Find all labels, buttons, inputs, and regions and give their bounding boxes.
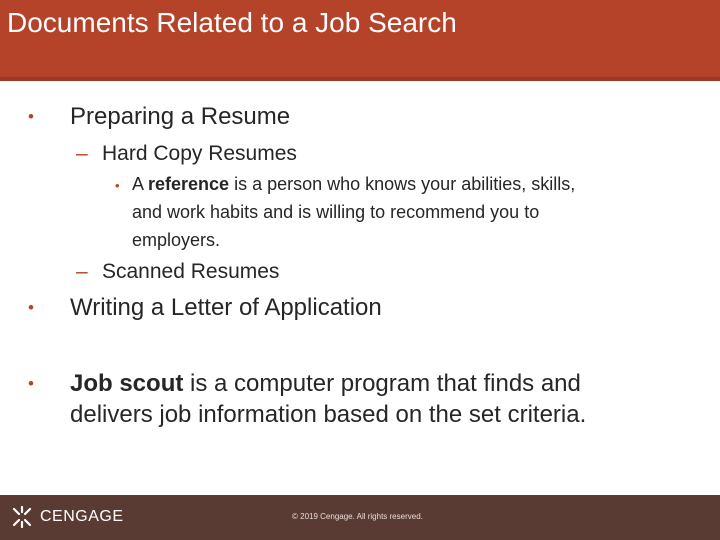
job-scout-line-2: delivers job information based on the set criteria.: [70, 401, 587, 428]
job-scout-line-1: Job scout is a computer program that finds and: [70, 370, 581, 397]
bullet-marker: •: [28, 298, 34, 317]
definition-line-1: A reference is a person who knows your abilities, skills,: [132, 174, 576, 194]
subbullet-text: Scanned Resumes: [102, 260, 280, 283]
definition-line-3: employers.: [132, 230, 221, 250]
definition-line-2: and work habits and is willing to recommend you to: [132, 202, 540, 222]
copyright-notice: © 2019 Cengage. All rights reserved.: [292, 512, 423, 521]
footer-bar: [0, 495, 720, 540]
slide-title: Documents Related to a Job Search: [7, 7, 457, 38]
logo-text: CENGAGE: [40, 508, 124, 525]
term-reference: reference: [148, 174, 230, 194]
title-bar-shadow: [0, 77, 720, 81]
bullet-text: Preparing a Resume: [70, 103, 291, 130]
subbullet-text: Hard Copy Resumes: [102, 142, 297, 165]
bullet-marker: •: [28, 374, 34, 393]
bullet-marker: •: [115, 178, 120, 193]
bullet-text: Writing a Letter of Application: [70, 294, 382, 321]
bullet-marker: •: [28, 107, 34, 126]
title-bar: [0, 0, 720, 81]
cengage-mark-icon: [10, 505, 34, 529]
term-job-scout: Job scout: [70, 370, 184, 397]
dash-marker: –: [76, 142, 88, 165]
cengage-logo: [10, 504, 124, 530]
dash-marker: –: [76, 260, 88, 283]
